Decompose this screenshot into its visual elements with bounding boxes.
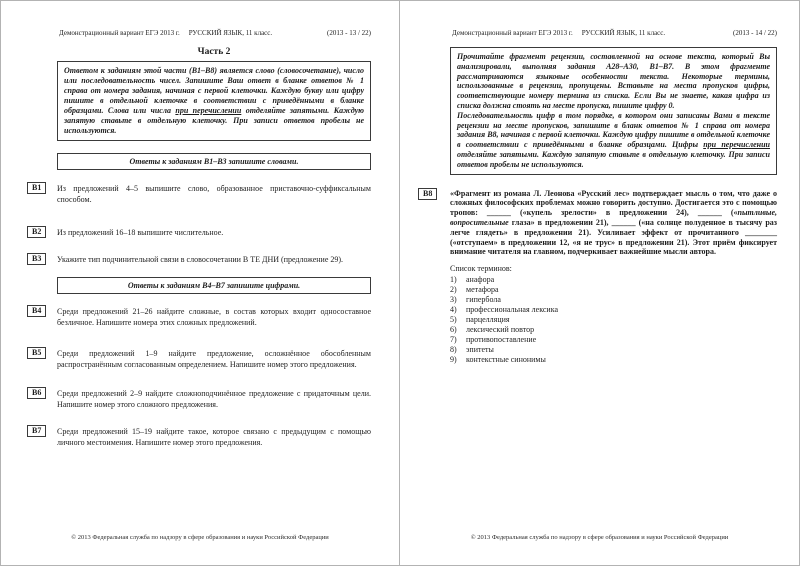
header-page-number: (2013 - 14 / 22) bbox=[733, 29, 777, 37]
task-row-b5 bbox=[32, 348, 371, 370]
b8-segment: «Фрагмент из романа Л. Леонова «Русский лес» подтверждает мысль о том, что даже о сложных философских проблемах можно говорить доступно. Достигается это с помощью тропов: bbox=[450, 188, 777, 218]
instructions-box bbox=[57, 61, 371, 141]
term-item-4 bbox=[450, 305, 777, 315]
task-text-b6: Среди предложений 2–9 найдите сложноподчинённое предложение с придаточным цели. Напишите номер этого сложного предложения. bbox=[57, 389, 371, 409]
instruction-underlined: при перечислении bbox=[175, 106, 242, 115]
header-title bbox=[452, 29, 665, 37]
term-number: 8) bbox=[450, 345, 457, 355]
task-text-b7: Среди предложений 15–19 найдите такое, которое связано с предыдущим с помощью личного местоимения. Напишите номер этого предложения. bbox=[57, 427, 371, 447]
term-number: 4) bbox=[450, 305, 457, 315]
term-text: профессиональная лексика bbox=[466, 305, 559, 315]
term-item-3 bbox=[450, 295, 777, 305]
task-text-b4: Среди предложений 21–26 найдите сложные, в состав которых входит односоставное безличное. Напишите номера этих сложных предложений. bbox=[57, 307, 371, 327]
instruction-segment: отделяйте запятыми. Каждую запятую ставьте в отдельную клеточку. При записи ответов пробелы не используются. bbox=[64, 106, 365, 135]
term-number: 2) bbox=[450, 285, 457, 295]
task-row-b6 bbox=[32, 388, 371, 410]
part-title: Часть 2 bbox=[197, 47, 231, 57]
header-variant: Демонстрационный вариант ЕГЭ 2013 г. bbox=[59, 29, 180, 37]
instructions-paragraph-2 bbox=[457, 111, 770, 170]
term-number: 5) bbox=[450, 315, 457, 325]
task-label-b7: В7 bbox=[27, 425, 46, 437]
term-number: 9) bbox=[450, 355, 457, 365]
page-footer: © 2013 Федеральная служба по надзору в сфере образования и науки Российской Федерации bbox=[71, 534, 329, 541]
header-variant: Демонстрационный вариант ЕГЭ 2013 г. bbox=[452, 29, 573, 37]
instruction-segment: отделяйте запятыми. Каждую запятую ставьте в отдельную клеточку. При записи ответов пробелы не используются. bbox=[457, 149, 770, 169]
task-label-b2: В2 bbox=[27, 226, 46, 238]
instructions-paragraph-1: Прочитайте фрагмент рецензии, составленной на основе текста, который Вы анализировали, выполняя задания А28–А30, В1–В7. В этом фрагменте рассматриваются языковые особенности текста. Некоторые термины, использованные в рецензии, пропущены. Вставьте на места пропусков цифры, соответствующие номеру термина из списка. Если Вы не знаете, какая цифра из списка должна стоять на месте пропуска, пишите цифру 0. bbox=[457, 52, 770, 110]
section-banner-b4-b7: Ответы к заданиям В4–В7 запишите цифрами. bbox=[57, 277, 371, 294]
term-item-2 bbox=[450, 285, 777, 295]
page-left bbox=[1, 1, 400, 565]
term-text: парцелляция bbox=[466, 315, 510, 325]
instruction-segment: Ответом к заданиям этой части (В1–В8) является слово (словосочетание), число или последовательность чисел. Запишите Ваш ответ в бланке ответов № 1 справа от номера задания, начиная с первой клеточки. Каждую букву или цифру пишите в отдельной клеточке в соответствии с приведёнными в бланке образцами. Слова или числа bbox=[64, 66, 364, 115]
header-page-number: (2013 - 13 / 22) bbox=[327, 29, 371, 37]
b8-blank-2: ______ bbox=[697, 208, 722, 218]
task-text-b2: Из предложений 16–18 выпишите числительное. bbox=[57, 228, 224, 237]
term-text: анафора bbox=[466, 275, 495, 285]
header-title bbox=[59, 29, 272, 37]
task-text-b5: Среди предложений 1–9 найдите предложение, осложнённое обособленным распространённым согласованным определением. Напишите номер этого предложения. bbox=[57, 349, 371, 369]
header-subject: РУССКИЙ ЯЗЫК, 11 класс. bbox=[581, 29, 666, 37]
term-item-6 bbox=[450, 325, 777, 335]
b8-blank-1: ______ bbox=[486, 208, 511, 218]
b8-segment: («купель зрелости» в предложении 24), bbox=[510, 208, 698, 218]
term-number: 1) bbox=[450, 275, 457, 285]
task-text-b3: Укажите тип подчинительной связи в словосочетании В ТЕ ДНИ (предложение 29). bbox=[57, 255, 344, 264]
task-row-b7 bbox=[32, 426, 371, 448]
term-item-1 bbox=[450, 275, 777, 285]
page-header bbox=[450, 29, 777, 37]
term-text: метафора bbox=[466, 285, 499, 295]
task-label-b8: В8 bbox=[418, 188, 437, 200]
instruction-segment: Последовательность цифр в том порядке, в котором они записаны Вами в тексте рецензии на месте пропусков, запишите в бланк ответов № 1 справа от номера задания В8, начиная с первой клеточки. Каждую цифру пишите в отдельной клеточке в соответствии с приведёнными в бланке образцами. Цифры bbox=[457, 110, 770, 150]
task-label-b1: В1 bbox=[27, 182, 46, 194]
term-text: контекстные синонимы bbox=[466, 355, 546, 365]
task-label-b6: В6 bbox=[27, 387, 46, 399]
term-text: противопоставление bbox=[466, 335, 537, 345]
term-number: 3) bbox=[450, 295, 457, 305]
page-right bbox=[400, 1, 799, 565]
term-item-7 bbox=[450, 335, 777, 345]
term-item-9 bbox=[450, 355, 777, 365]
task-text-b8 bbox=[450, 189, 777, 258]
term-number: 7) bbox=[450, 335, 457, 345]
task-row-b4 bbox=[32, 306, 371, 328]
term-item-8 bbox=[450, 345, 777, 355]
instructions-text bbox=[64, 66, 364, 136]
task-label-b3: В3 bbox=[27, 253, 46, 265]
b8-segment: (« bbox=[721, 208, 738, 218]
task-row-b2 bbox=[32, 227, 371, 238]
section-banner-b1-b3: Ответы к заданиям В1–В3 запишите словами. bbox=[57, 153, 371, 170]
page-footer: © 2013 Федеральная служба по надзору в сфере образования и науки Российской Федерации bbox=[470, 534, 729, 541]
terms-list-title: Список терминов: bbox=[450, 264, 512, 274]
page-header bbox=[57, 29, 371, 37]
terms-list bbox=[450, 275, 777, 365]
task-label-b5: В5 bbox=[27, 347, 46, 359]
instructions-box bbox=[450, 47, 777, 175]
b8-segment: глаза» в предложении 21), bbox=[508, 217, 612, 227]
task-text-b1: Из предложений 4–5 выпишите слово, образованное приставочно-суффиксальным способом. bbox=[57, 184, 371, 204]
task-row-b3 bbox=[32, 254, 371, 265]
task-b8-content bbox=[450, 189, 777, 366]
task-label-b4: В4 bbox=[27, 305, 46, 317]
term-text: эпитеты bbox=[466, 345, 494, 355]
b8-segment: («отступаем» в предложении 12, «я не трус» в предложении 21). Этот приём фиксирует внимание читателя на главном, подчеркивает важнейшие мысли автора. bbox=[450, 237, 777, 257]
b8-italic-phrase: пытливые, вопросительные bbox=[450, 208, 777, 227]
b8-blank-3: ______ bbox=[611, 217, 636, 227]
term-text: гипербола bbox=[466, 295, 501, 305]
term-item-5 bbox=[450, 315, 777, 325]
term-text: лексический повтор bbox=[466, 325, 535, 335]
instruction-underlined: при перечислении bbox=[703, 140, 770, 150]
task-row-b1 bbox=[32, 183, 371, 205]
b8-segment: («на солнце полуденное в тысячу раз легче глядеть» в предложении 21). Усиливает эффект от прочитанного bbox=[450, 217, 778, 237]
task-row-b8 bbox=[423, 188, 778, 366]
b8-blank-4: ________ bbox=[745, 227, 777, 237]
term-number: 6) bbox=[450, 325, 457, 335]
header-subject: РУССКИЙ ЯЗЫК, 11 класс. bbox=[188, 29, 273, 37]
